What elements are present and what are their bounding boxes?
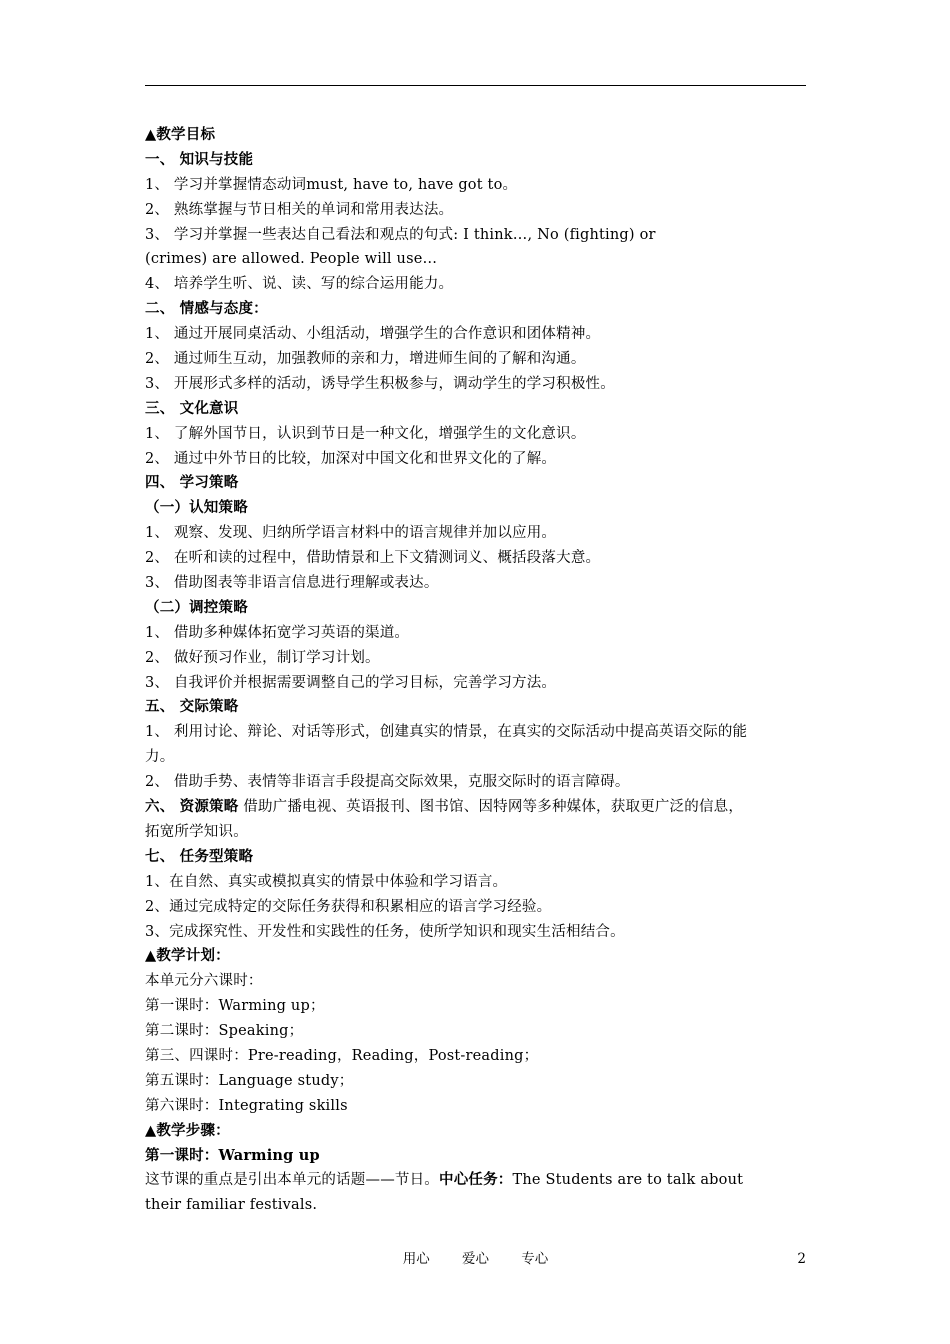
text-line [145,994,806,1019]
body-text: their familiar festivals. [145,1197,318,1214]
heading-text: 二、 情感与态度： [145,300,268,318]
body-text: 2、 借助手势、表情等非语言手段提高交际效果，克服交际时的语言障碍。 [145,774,630,791]
text-line [145,1193,806,1218]
body-text: The Students are to talk about [512,1172,744,1189]
heading-text: ▲教学步骤： [145,1121,230,1139]
body-text: 3、 借助图表等非语言信息进行理解或表达。 [145,575,439,592]
text-line [145,1019,806,1044]
heading-text: 五、 交际策略 [145,698,239,716]
text-line [145,397,806,422]
body-text: (crimes) are allowed. People will use… [145,251,438,268]
heading-text: （二）调控策略 [145,598,248,616]
body-text: 2、 通过师生互动，加强教师的亲和力，增进师生间的了解和沟通。 [145,351,586,368]
text-line [145,745,806,770]
body-text: 2、 熟练掌握与节日相关的单词和常用表达法。 [145,201,454,218]
text-line [145,148,806,173]
text-line [145,795,806,820]
body-text: 第五课时：Language study； [145,1072,354,1089]
body-text: 2、 通过中外节日的比较，加深对中国文化和世界文化的了解。 [145,450,557,467]
body-text: 力。 [145,749,175,766]
text-line [145,870,806,895]
body-text: 1、 观察、发现、归纳所学语言材料中的语言规律并加以应用。 [145,525,557,542]
footer-motto-2: 爱心 [462,1251,489,1267]
text-line [145,272,806,297]
heading-text: 第一课时：Warming up [145,1146,320,1164]
body-text: 第六课时：Integrating skills [145,1097,348,1114]
body-text: 1、 借助多种媒体拓宽学习英语的渠道。 [145,624,410,641]
body-text: 3、 自我评价并根据需要调整自己的学习目标，完善学习方法。 [145,674,557,691]
body-text: 4、 培养学生听、说、读、写的综合运用能力。 [145,276,454,293]
text-line [145,322,806,347]
text-line [145,1044,806,1069]
text-line [145,422,806,447]
footer-motto-1: 用心 [402,1251,430,1267]
footer-motto [145,1249,806,1269]
text-line [145,969,806,994]
footer-motto-3: 专心 [521,1251,549,1267]
body-text: 1、 学习并掌握情态动词must, have to, have got to。 [145,176,518,193]
text-line [145,695,806,720]
text-line [145,770,806,795]
text-line [145,173,806,198]
body-text: 本单元分六课时： [145,973,263,990]
text-line [145,198,806,223]
heading-text: 一、 知识与技能 [145,150,254,168]
text-line [145,123,806,148]
text-line [145,471,806,496]
body-text: 拓宽所学知识。 [145,823,248,840]
document-body [145,123,806,1218]
text-line [145,546,806,571]
body-text: 这节课的重点是引出本单元的话题——节日。 [145,1172,439,1189]
text-line [145,944,806,969]
header-rule [145,85,806,86]
text-line [145,1069,806,1094]
text-line [145,845,806,870]
body-text: 2、 在听和读的过程中，借助情景和上下文猜测词义、概括段落大意。 [145,550,601,567]
text-line [145,496,806,521]
heading-text: ▲教学目标 [145,126,216,143]
text-line [145,1144,806,1169]
emphasis-text: 中心任务： [439,1171,513,1189]
text-line [145,571,806,596]
page-footer [145,1249,806,1269]
text-line [145,1094,806,1119]
body-text: 1、 利用讨论、辩论、对话等形式，创建真实的情景，在真实的交际活动中提高英语交际的能 [145,724,748,741]
text-line [145,646,806,671]
heading-text: 三、 文化意识 [145,399,239,417]
text-line [145,671,806,696]
text-line [145,820,806,845]
body-text: 第一课时：Warming up； [145,998,325,1015]
body-text: 借助广播电视、英语报刊、图书馆、因特网等多种媒体，获取更广泛的信息， [238,799,744,816]
heading-text: 六、 资源策略 [145,798,239,816]
page-number: 2 [797,1251,806,1267]
text-line [145,920,806,945]
text-line [145,895,806,920]
heading-text: 四、 学习策略 [145,474,239,492]
body-text: 2、通过完成特定的交际任务获得和积累相应的语言学习经验。 [145,898,552,915]
text-line [145,1168,806,1193]
body-text: 1、 通过开展同桌活动、小组活动，增强学生的合作意识和团体精神。 [145,326,601,343]
heading-text: 七、 任务型策略 [145,847,254,865]
text-line [145,447,806,472]
text-line [145,621,806,646]
body-text: 3、完成探究性、开发性和实践性的任务，使所学知识和现实生活相结合。 [145,923,625,940]
body-text: 第三、四课时：Pre-reading，Reading，Post-reading； [145,1047,539,1064]
body-text: 1、 了解外国节日，认识到节日是一种文化，增强学生的文化意识。 [145,425,586,442]
body-text: 第二课时：Speaking； [145,1023,304,1040]
text-line [145,720,806,745]
text-line [145,247,806,272]
body-text: 3、 开展形式多样的活动，诱导学生积极参与，调动学生的学习积极性。 [145,375,615,392]
body-text: 3、 学习并掌握一些表达自己看法和观点的句式: I think…, No (fighting) or [145,226,656,243]
heading-text: ▲教学计划： [145,947,230,965]
text-line [145,596,806,621]
text-line [145,1119,806,1144]
body-text: 2、 做好预习作业，制订学习计划。 [145,649,380,666]
text-line [145,297,806,322]
text-line [145,372,806,397]
body-text: 1、在自然、真实或模拟真实的情景中体验和学习语言。 [145,873,508,890]
text-line [145,521,806,546]
text-line [145,223,806,248]
heading-text: （一）认知策略 [145,499,248,517]
text-line [145,347,806,372]
